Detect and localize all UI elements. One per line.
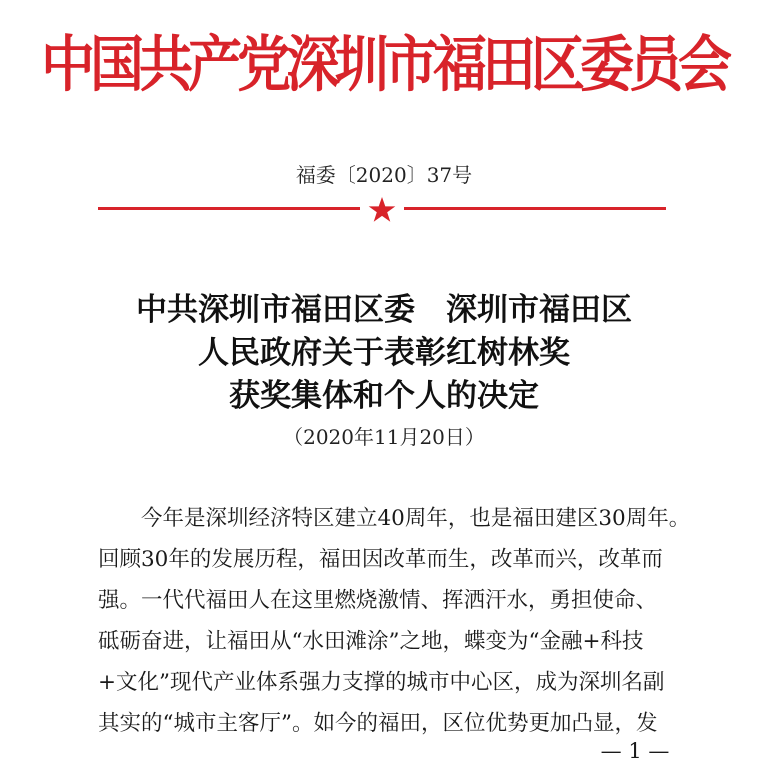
red-rule-left (98, 207, 360, 210)
page-number: — 1 — (600, 739, 670, 763)
title-line-3: 获奖集体和个人的决定 (229, 378, 539, 414)
body-line: +文化”现代产业体系强力支撑的城市中心区，成为深圳名副 (98, 670, 665, 695)
body-line: 强。一代代福田人在这里燃烧激情、挥洒汗水，勇担使命、 (98, 588, 658, 613)
red-star-icon (368, 196, 396, 224)
red-rule-right (404, 207, 666, 210)
body-line: 砥砺奋进，让福田从“水田滩涂”之地，蝶变为“金融+科技 (98, 629, 644, 654)
document-number: 福委〔2020〕37号 (295, 163, 473, 187)
body-line: 回顾30年的发展历程，福田因改革而生，改革而兴，改革而 (98, 547, 663, 572)
body-line: 今年是深圳经济特区建立40周年，也是福田建区30周年。 (141, 506, 691, 531)
title-line-1: 中共深圳市福田区委 深圳市福田区 (136, 292, 632, 328)
decision-date: （2020年11月20日） (283, 425, 485, 449)
title-line-2: 人民政府关于表彰红树林奖 (198, 335, 570, 371)
body-line: 其实的“城市主客厅”。如今的福田，区位优势更加凸显，发 (98, 711, 658, 736)
issuer-masthead: 中国共产党深圳市福田区委员会 (41, 28, 727, 100)
